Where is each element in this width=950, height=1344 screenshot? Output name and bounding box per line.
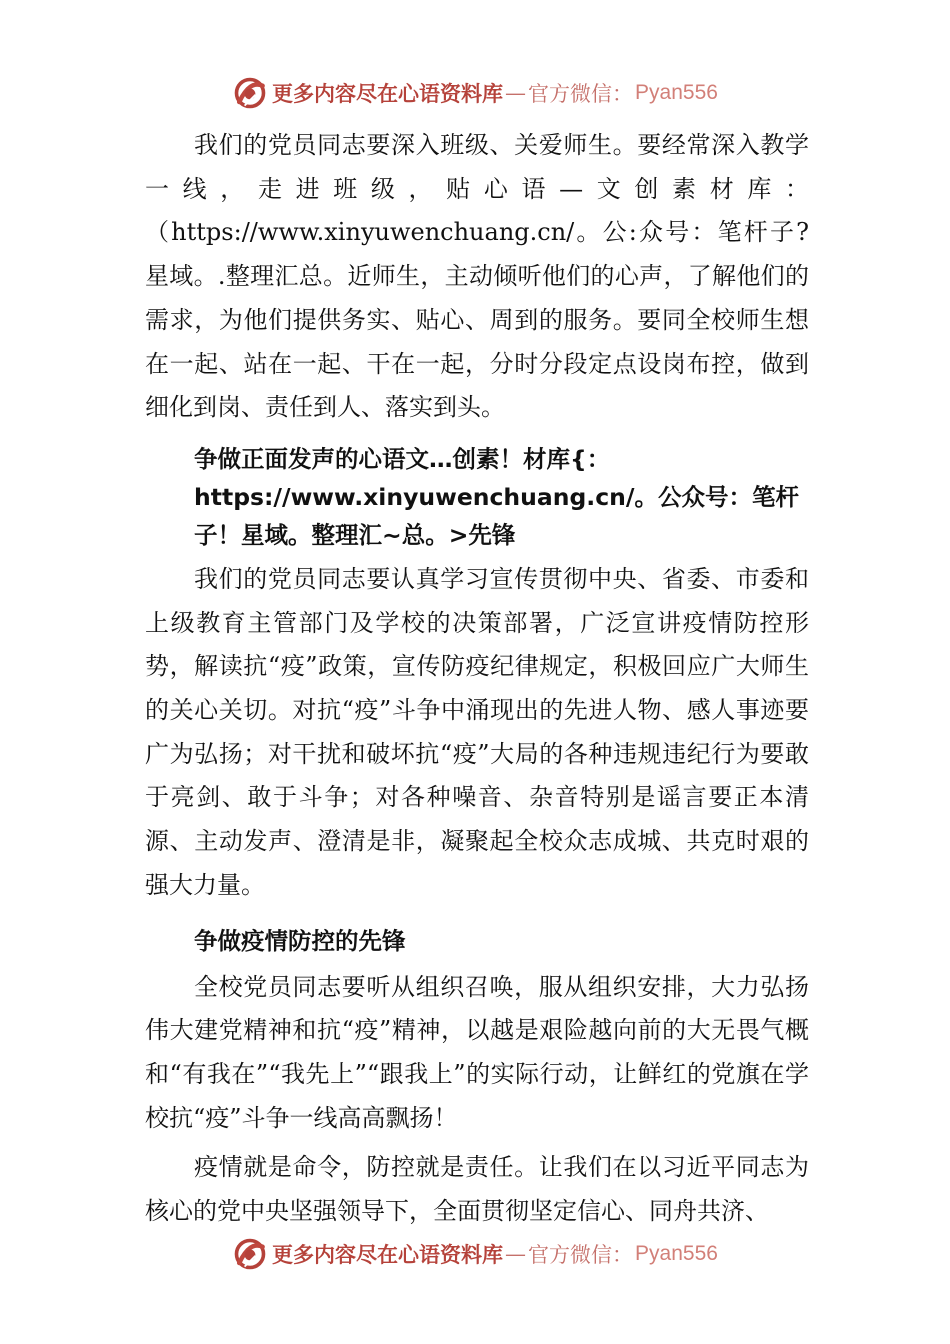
body-paragraph: 我们的党员同志要深入班级、关爱师生。要经常深入教学一线，走进班级，贴心语—文创素材库：（https://www.xinyuwenchuang.cn/。公:众号：笔杆子?星域。.整理汇总。近师生，主动倾听他们的心声，了解他们的需求，为他们提供务实、贴心、周到的服务。要同全校师生想在一起、站在一起、干在一起，分时分段定点设岗布控，做到细化到岗、责任到人、落实到头。 [145, 131, 809, 422]
banner-slogan: 更多内容尽在心语资料库 [272, 1242, 504, 1267]
banner-separator: — [505, 1242, 527, 1266]
banner-wechat-id: Pyan556 [635, 1242, 718, 1265]
section-heading: 争做疫情防控的先锋 [194, 926, 406, 955]
banner-wechat-id: Pyan556 [635, 81, 718, 104]
document-body [145, 124, 809, 1234]
body-paragraph: 疫情就是命令，防控就是责任。让我们在以习近平同志为核心的党中央坚强领导下，全面贯彻坚定信心、同舟共济、 [145, 1153, 809, 1226]
banner-separator: — [505, 81, 527, 105]
banner-wechat-label: 官方微信： [528, 1243, 634, 1267]
red-swirl-logo-icon [232, 1236, 268, 1272]
banner-wechat-label: 官方微信： [528, 82, 634, 106]
body-paragraph: 全校党员同志要听从组织召唤，服从组织安排，大力弘扬伟大建党精神和抗“疫”精神，以越是艰险越向前的大无畏气概和“有我在”“我先上”“跟我上”的实际行动，让鲜红的党旗在学校抗“疫”斗争一线高高飘扬！ [145, 972, 809, 1132]
section-heading: 争做正面发声的心语文…创素！材库{：https://www.xinyuwenchuang.cn/。公众号：笔杆子！星域。整理汇~总。>先锋 [194, 444, 799, 549]
header-banner [0, 72, 950, 114]
footer-banner [0, 1233, 950, 1275]
body-paragraph: 我们的党员同志要认真学习宣传贯彻中央、省委、市委和上级教育主管部门及学校的决策部署，广泛宣讲疫情防控形势，解读抗“疫”政策，宣传防疫纪律规定，积极回应广大师生的关心关切。对抗“疫”斗争中涌现出的先进人物、感人事迹要广为弘扬；对干扰和破坏抗“疫”大局的各种违规违纪行为要敢于亮剑、敢于斗争；对各种噪音、杂音特别是谣言要正本清源、主动发声、澄清是非，凝聚起全校众志成城、共克时艰的强大力量。 [145, 564, 809, 899]
banner-slogan: 更多内容尽在心语资料库 [272, 81, 504, 106]
red-swirl-logo-icon [232, 75, 268, 111]
